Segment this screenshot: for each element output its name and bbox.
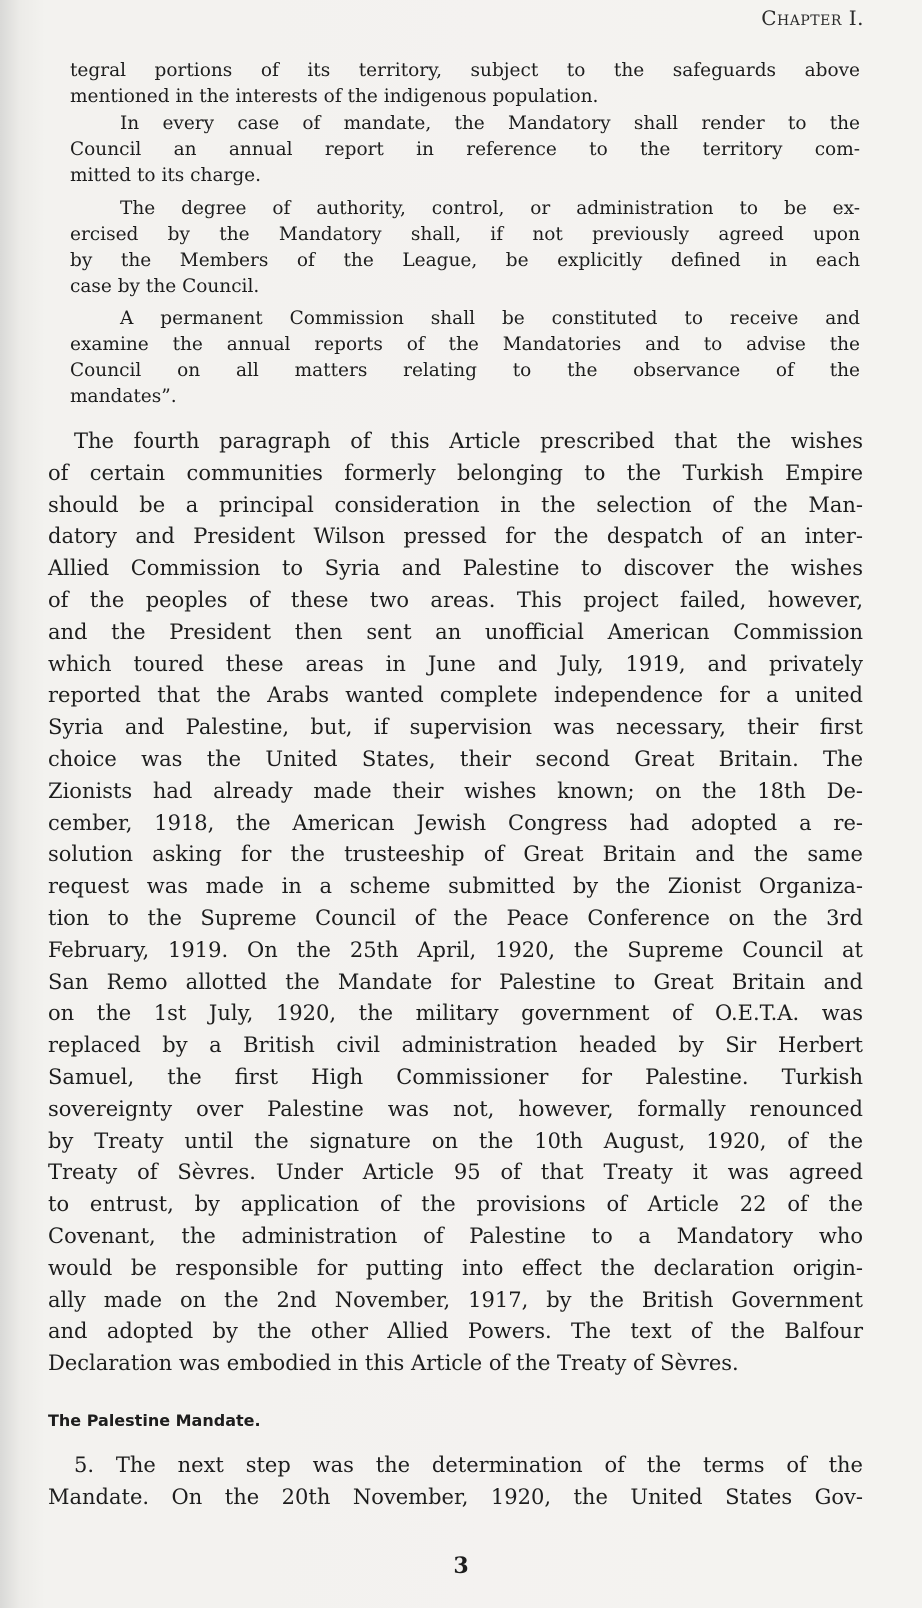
chapter-header: Chapter I. (761, 6, 864, 30)
quote-paragraph-3 (70, 196, 860, 300)
text-line: 5. The next step was the determination of the terms of the (74, 1453, 863, 1477)
text-line: ercised by the Mandatory shall, if not previously agreed upon (70, 224, 860, 245)
text-line: choice was the United States, their second Great Britain. The (48, 746, 863, 771)
quote-paragraph-2 (70, 111, 860, 189)
text-line: mitted to its charge. (70, 165, 261, 186)
text-line: solution asking for the trusteeship of Great Britain and the same (48, 842, 863, 867)
text-line: by the Members of the League, be explicitly defined in each (70, 250, 860, 271)
text-line: Allied Commission to Syria and Palestine to discover the wishes (48, 556, 863, 581)
text-line: February, 1919. On the 25th April, 1920, the Supreme Council at (48, 937, 863, 962)
text-line: Treaty of Sèvres. Under Article 95 of that Treaty it was agreed (48, 1160, 863, 1185)
body-paragraph-5 (48, 1450, 863, 1514)
text-line: and adopted by the other Allied Powers. The text of the Balfour (48, 1319, 863, 1344)
text-line: In every case of mandate, the Mandatory shall render to the (120, 113, 860, 134)
text-line: request was made in a scheme submitted by the Zionist Organiza- (48, 874, 863, 899)
text-line: Syria and Palestine, but, if supervision was necessary, their first (48, 715, 863, 740)
text-line: sovereignty over Palestine was not, however, formally renounced (48, 1096, 863, 1121)
text-line: mandates”. (70, 386, 177, 407)
text-line: Covenant, the administration of Palestine to a Mandatory who (48, 1223, 863, 1248)
text-line: should be a principal consideration in the selection of the Man- (48, 492, 863, 517)
text-line: by Treaty until the signature on the 10th August, 1920, of the (48, 1128, 863, 1153)
quote-paragraph-1 (70, 58, 860, 110)
text-line: case by the Council. (70, 276, 260, 297)
quote-paragraph-4 (70, 306, 860, 410)
text-line: of certain communities formerly belonging to the Turkish Empire (48, 460, 863, 485)
text-line: Declaration was embodied in this Article of the Treaty of Sèvres. (48, 1351, 739, 1376)
text-line: tion to the Supreme Council of the Peace Conference on the 3rd (48, 905, 863, 930)
text-line: Council on all matters relating to the observance of the (70, 360, 860, 381)
text-line: Samuel, the first High Commissioner for Palestine. Turkish (48, 1064, 863, 1089)
text-line: cember, 1918, the American Jewish Congress had adopted a re- (48, 810, 863, 835)
text-line: ally made on the 2nd November, 1917, by the British Government (48, 1287, 863, 1312)
text-line: replaced by a British civil administration headed by Sir Herbert (48, 1033, 863, 1058)
page-number: 3 (453, 1553, 469, 1579)
text-line: which toured these areas in June and July, 1919, and privately (48, 651, 863, 676)
text-line: Council an annual report in reference to the territory com- (70, 139, 860, 160)
text-line: to entrust, by application of the provisions of Article 22 of the (48, 1192, 863, 1217)
text-line: A permanent Commission shall be constituted to receive and (120, 308, 860, 329)
section-heading: The Palestine Mandate. (48, 1411, 261, 1430)
text-line: of the peoples of these two areas. This project failed, however, (48, 587, 863, 612)
text-line: Zionists had already made their wishes known; on the 18th De- (48, 778, 863, 803)
text-line: and the President then sent an unofficial American Commission (48, 619, 863, 644)
text-line: would be responsible for putting into effect the declaration origin- (48, 1255, 863, 1280)
text-line: on the 1st July, 1920, the military government of O.E.T.A. was (48, 1001, 863, 1026)
text-line: datory and President Wilson pressed for the despatch of an inter- (48, 524, 863, 549)
text-line: reported that the Arabs wanted complete independence for a united (48, 683, 863, 708)
text-line: The fourth paragraph of this Article prescribed that the wishes (74, 429, 863, 453)
text-line: The degree of authority, control, or administration to be ex- (120, 198, 860, 219)
text-line: tegral portions of its territory, subject to the safeguards above (70, 60, 860, 81)
text-line: San Remo allotted the Mandate for Palestine to Great Britain and (48, 969, 863, 994)
body-paragraph-4 (48, 426, 863, 1380)
text-line: examine the annual reports of the Mandatories and to advise the (70, 334, 860, 355)
text-line: mentioned in the interests of the indigenous population. (70, 86, 599, 107)
text-line: Mandate. On the 20th November, 1920, the United States Gov- (48, 1484, 863, 1509)
